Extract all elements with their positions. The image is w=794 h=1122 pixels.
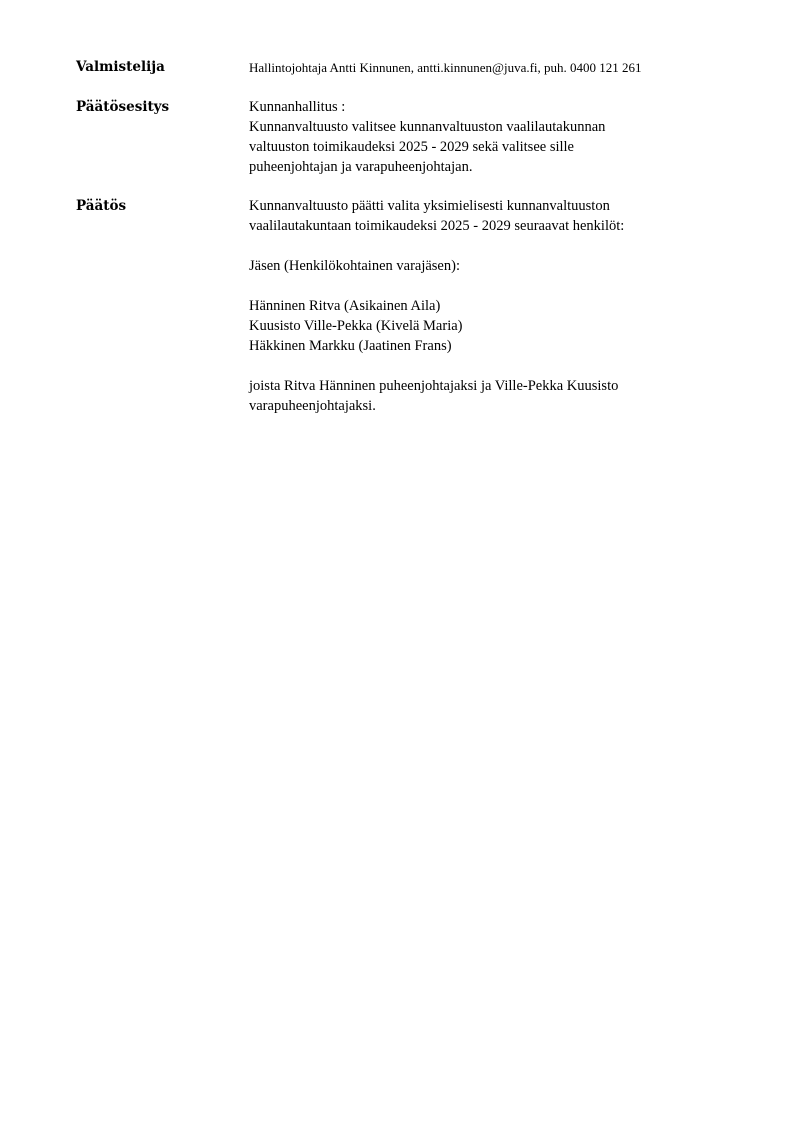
- member-entry: Hänninen Ritva (Asikainen Aila): [249, 298, 441, 314]
- member-entry: Kuusisto Ville-Pekka (Kivelä Maria): [249, 318, 463, 334]
- label-paatosesitys: Päätösesitys: [76, 99, 170, 115]
- proposal-text: [249, 97, 709, 177]
- label-paatos: Päätös: [76, 198, 127, 214]
- decision-text: [249, 196, 709, 416]
- proposal-line: Kunnanhallitus :: [249, 99, 346, 115]
- preparer-text: Hallintojohtaja Antti Kinnunen, antti.kinnunen@juva.fi, puh. 0400 121 261: [249, 60, 642, 75]
- decision-closing-line: varapuheenjohtajaksi.: [249, 398, 376, 414]
- proposal-line: Kunnanvaltuusto valitsee kunnanvaltuuston vaalilautakunnan: [249, 119, 606, 135]
- proposal-line: valtuuston toimikaudeksi 2025 - 2029 sekä valitsee sille: [249, 139, 574, 155]
- proposal-line: puheenjohtajan ja varapuheenjohtajan.: [249, 159, 473, 175]
- paragraph-spacer: [249, 356, 709, 376]
- paragraph-spacer: [249, 236, 709, 256]
- decision-closing-line: joista Ritva Hänninen puheenjohtajaksi ja Ville-Pekka Kuusisto: [249, 378, 619, 394]
- label-valmistelija: Valmistelija: [76, 59, 165, 75]
- decision-intro-line: vaalilautakuntaan toimikaudeksi 2025 - 2029 seuraavat henkilöt:: [249, 218, 625, 234]
- paragraph-spacer: [249, 276, 709, 296]
- decision-intro-line: Kunnanvaltuusto päätti valita yksimielisesti kunnanvaltuuston: [249, 198, 610, 214]
- member-entry: Häkkinen Markku (Jaatinen Frans): [249, 338, 452, 354]
- members-heading: Jäsen (Henkilökohtainen varajäsen):: [249, 258, 460, 274]
